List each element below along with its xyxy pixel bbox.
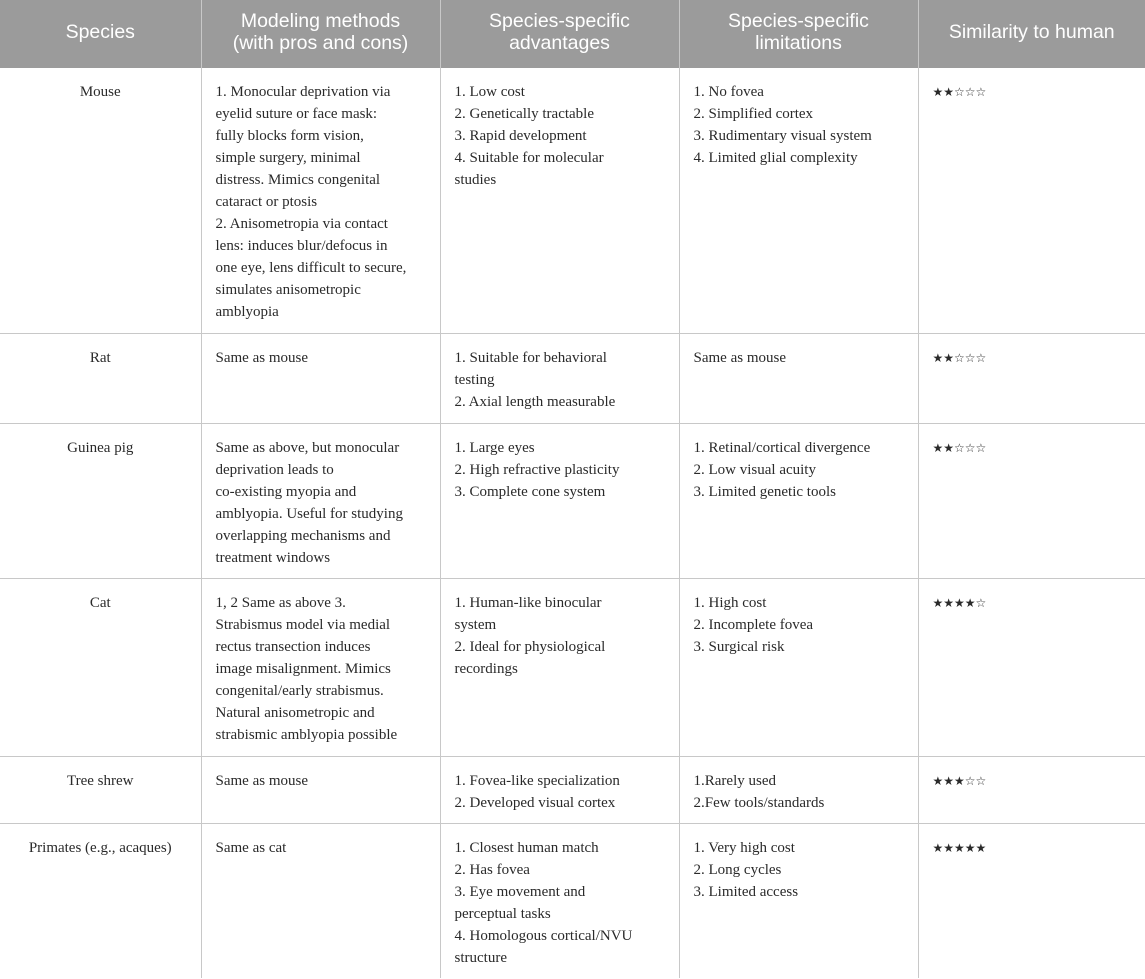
cell-line: 4. Limited glial complexity: [693, 150, 858, 166]
cell-line: 3. Limited access: [693, 883, 799, 900]
advantages-cell: [440, 333, 679, 423]
cell-line: 2. Genetically tractable: [454, 106, 595, 122]
species-cell: [0, 423, 201, 578]
species-name: Guinea pig: [67, 439, 134, 456]
cell-line: congenital/early strabismus.: [215, 682, 384, 699]
cell-line: distress. Mimics congenital: [215, 172, 381, 188]
cell-line: 2. Anisometropia via contact: [215, 216, 388, 232]
limitations-cell: [679, 333, 918, 423]
species-name: Cat: [89, 594, 111, 611]
table-row: [0, 423, 1145, 578]
cell-line: 2. Axial length measurable: [454, 393, 616, 410]
cell-line: 1. No fovea: [693, 84, 764, 100]
header-line: advantages: [509, 32, 610, 54]
cell-line: treatment windows: [215, 549, 331, 566]
similarity-stars: ★★☆☆☆: [932, 350, 987, 365]
cell-line: one eye, lens difficult to secure,: [215, 260, 407, 276]
modeling-methods-cell: [201, 68, 440, 333]
cell-line: Same as above, but monocular: [215, 439, 400, 456]
similarity-stars: ★★★★☆: [932, 595, 987, 610]
cell-line: simple surgery, minimal: [215, 150, 361, 166]
limitations-cell: [679, 756, 918, 823]
limitations-cell: [679, 823, 918, 978]
header-line: Species: [65, 21, 135, 43]
cell-line: deprivation leads to: [215, 461, 334, 478]
cell-line: Same as mouse: [215, 349, 308, 366]
species-name: Tree shrew: [66, 772, 134, 789]
cell-line: system: [454, 616, 497, 633]
cell-line: 4. Homologous cortical/NVU: [454, 927, 633, 944]
header-modeling-methods: [201, 0, 440, 68]
header-line: Species-specific: [728, 10, 869, 32]
cell-line: 2. Long cycles: [693, 861, 782, 878]
header-row: [0, 0, 1145, 68]
cell-line: Strabismus model via medial: [215, 616, 391, 633]
cell-line: Same as mouse: [693, 349, 786, 366]
header-advantages: [440, 0, 679, 68]
cell-line: 2. High refractive plasticity: [454, 461, 620, 478]
cell-line: amblyopia. Useful for studying: [215, 505, 403, 522]
similarity-cell: [918, 756, 1145, 823]
cell-line: 2.Few tools/standards: [693, 794, 825, 811]
species-name: Rat: [89, 349, 111, 366]
similarity-stars: ★★★★★: [932, 840, 987, 855]
species-cell: [0, 68, 201, 333]
cell-line: studies: [454, 172, 497, 188]
cell-line: rectus transection induces: [215, 638, 371, 655]
cell-line: co-existing myopia and: [215, 483, 357, 500]
similarity-stars: ★★★☆☆: [932, 773, 987, 788]
similarity-stars: ★★☆☆☆: [932, 440, 987, 455]
species-cell: [0, 578, 201, 756]
cell-line: 2. Simplified cortex: [693, 106, 814, 122]
cell-line: cataract or ptosis: [215, 194, 318, 210]
table-row: [0, 756, 1145, 823]
table-row: [0, 578, 1145, 756]
cell-line: lens: induces blur/defocus in: [215, 238, 388, 254]
similarity-cell: [918, 423, 1145, 578]
table-body: [0, 68, 1145, 978]
cell-line: 1. Large eyes: [454, 439, 535, 456]
cell-line: 1. Suitable for behavioral: [454, 349, 607, 366]
limitations-cell: [679, 578, 918, 756]
species-cell: [0, 333, 201, 423]
cell-line: simulates anisometropic: [215, 282, 361, 298]
species-name: Primates (e.g., acaques): [28, 839, 172, 856]
cell-line: Same as cat: [215, 839, 287, 856]
cell-line: testing: [454, 371, 495, 388]
modeling-methods-cell: [201, 756, 440, 823]
cell-line: image misalignment. Mimics: [215, 660, 391, 677]
cell-line: strabismic amblyopia possible: [215, 726, 398, 743]
similarity-cell: [918, 333, 1145, 423]
cell-line: 3. Eye movement and: [454, 883, 586, 900]
cell-line: 3. Surgical risk: [693, 638, 785, 655]
modeling-methods-cell: [201, 578, 440, 756]
cell-line: 1. Low cost: [454, 84, 525, 100]
header-line: Similarity to human: [948, 21, 1115, 43]
cell-line: 2. Developed visual cortex: [454, 794, 616, 811]
modeling-methods-cell: [201, 333, 440, 423]
table-row: [0, 823, 1145, 978]
cell-line: 4. Suitable for molecular: [454, 150, 604, 166]
header-species: [0, 0, 201, 68]
cell-line: amblyopia: [215, 304, 279, 320]
cell-line: 3. Rudimentary visual system: [693, 128, 872, 144]
cell-line: 1. High cost: [693, 594, 767, 611]
cell-line: 1. Retinal/cortical divergence: [693, 439, 871, 456]
header-similarity: [918, 0, 1145, 68]
header-line: Modeling methods: [240, 10, 401, 32]
header-line: limitations: [755, 32, 842, 54]
advantages-cell: [440, 423, 679, 578]
table-row: [0, 333, 1145, 423]
similarity-cell: [918, 823, 1145, 978]
cell-line: fully blocks form vision,: [215, 128, 364, 144]
cell-line: 1. Monocular deprivation via: [215, 84, 391, 100]
cell-line: 1, 2 Same as above 3.: [215, 594, 346, 611]
cell-line: 2. Ideal for physiological: [454, 638, 606, 655]
header-line: (with pros and cons): [232, 32, 409, 54]
cell-line: 2. Incomplete fovea: [693, 616, 814, 633]
limitations-cell: [679, 68, 918, 333]
modeling-methods-cell: [201, 823, 440, 978]
cell-line: overlapping mechanisms and: [215, 527, 391, 544]
limitations-cell: [679, 423, 918, 578]
cell-line: eyelid suture or face mask:: [215, 106, 378, 122]
cell-line: 3. Rapid development: [454, 128, 587, 144]
similarity-stars: ★★☆☆☆: [932, 85, 987, 99]
cell-line: 1.Rarely used: [693, 772, 776, 789]
cell-line: structure: [454, 949, 507, 966]
cell-line: 2. Has fovea: [454, 861, 530, 878]
cell-line: 1. Closest human match: [454, 839, 599, 856]
cell-line: 3. Complete cone system: [454, 483, 606, 500]
species-cell: [0, 823, 201, 978]
cell-line: 1. Fovea-like specialization: [454, 772, 620, 789]
header-limitations: [679, 0, 918, 68]
table-header: [0, 0, 1145, 68]
species-cell: [0, 756, 201, 823]
cell-line: recordings: [454, 660, 518, 677]
cell-line: Same as mouse: [215, 772, 308, 789]
cell-line: 3. Limited genetic tools: [693, 483, 836, 500]
cell-line: 1. Human-like binocular: [454, 594, 602, 611]
species-name: Mouse: [79, 84, 121, 100]
advantages-cell: [440, 578, 679, 756]
table-row: [0, 68, 1145, 333]
header-line: Species-specific: [489, 10, 630, 32]
similarity-cell: [918, 578, 1145, 756]
cell-line: Natural anisometropic and: [215, 704, 375, 721]
cell-line: perceptual tasks: [454, 905, 551, 922]
advantages-cell: [440, 756, 679, 823]
cell-line: 1. Very high cost: [693, 839, 795, 856]
modeling-methods-cell: [201, 423, 440, 578]
advantages-cell: [440, 823, 679, 978]
cell-line: 2. Low visual acuity: [693, 461, 816, 478]
similarity-cell: [918, 68, 1145, 333]
advantages-cell: [440, 68, 679, 333]
